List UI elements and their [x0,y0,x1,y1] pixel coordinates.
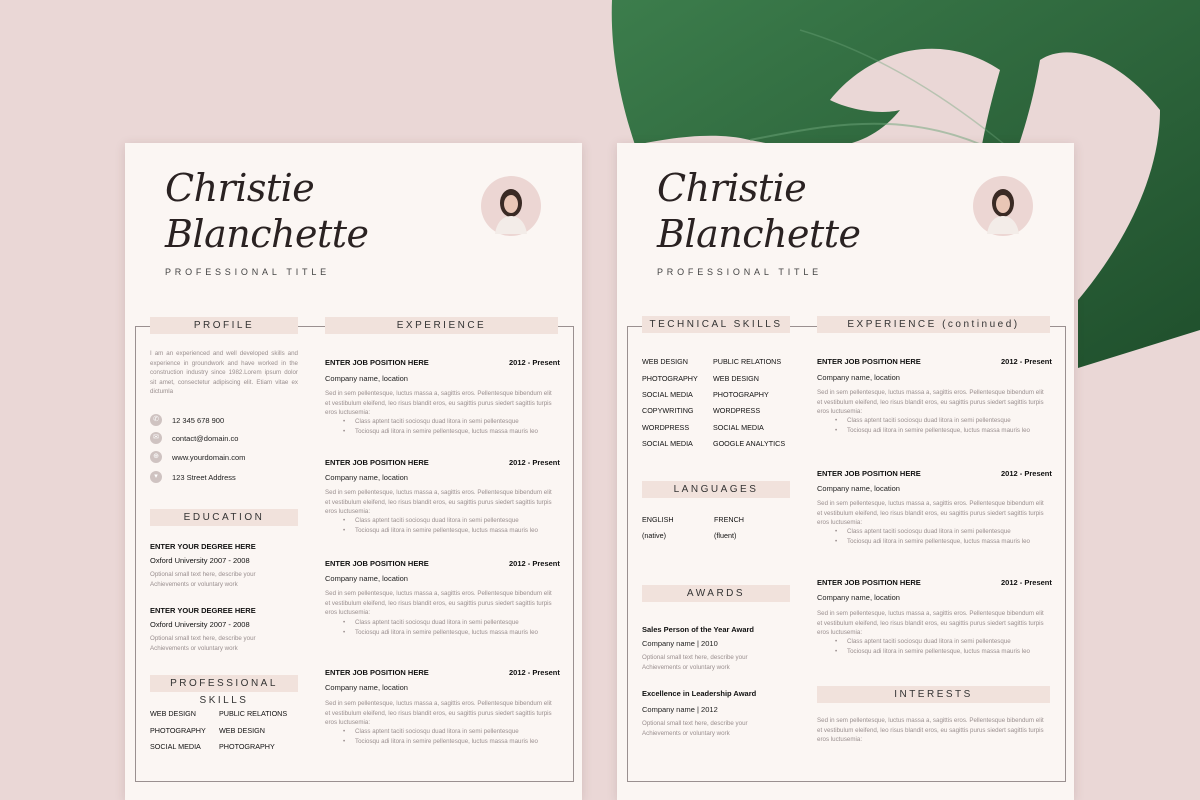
tech-skill: WEB DESIGN [642,357,688,366]
job-company: Company name, location [817,593,900,602]
contact-phone: 12 345 678 900 [172,416,225,425]
profile-text: I am an experienced and well developed skills and experience in groundwork and have worked in the construction industry since 1982.Lorem ipsum dolor sit amet, consectetur adipiscing elit. Etiam vitae ex dictumla [150,350,298,396]
location-icon: ▾ [150,471,162,483]
job-bullet: • Tociosqu adi litora in semire pellentesque, luctus massa mauris leo [343,527,538,534]
technical-skills-heading: TECHNICAL SKILLS [642,316,790,333]
job-position: ENTER JOB POSITION HERE [325,559,429,568]
job-description: Sed in sem pellentesque, luctus massa a, sagittis eros. Pellentesque bibendum elit et vestibulum eleifend, leo risus blandit eros, eu sagittis purus siedert sagittis turpis eros luctusemia: [817,610,1044,637]
resume-name [657,165,860,257]
skill-item: WEB DESIGN [150,709,196,718]
tech-skill: WEB DESIGN [713,374,759,383]
job-bullet: • Tociosqu adi litora in semire pellentesque, luctus massa mauris leo [835,538,1030,545]
contact-email: contact@domain.co [172,434,239,443]
job-position: ENTER JOB POSITION HERE [817,357,921,366]
job-description: Sed in sem pellentesque, luctus massa a, sagittis eros. Pellentesque bibendum elit et vestibulum eleifend, leo risus blandit eros, eu sagittis purus siedert sagittis turpis eros luctusemia: [817,500,1044,527]
interests-heading: INTERESTS [817,686,1050,703]
job-bullet: • Tociosqu adi litora in semire pellentesque, luctus massa mauris leo [835,648,1030,655]
resume-page-1 [125,143,582,800]
resume-name [165,165,368,257]
language-level: (fluent) [714,531,737,540]
tech-skill: SOCIAL MEDIA [642,390,693,399]
job-bullet: • Tociosqu adi litora in semire pellentesque, luctus massa mauris leo [835,427,1030,434]
education-degree: ENTER YOUR DEGREE HERE [150,542,256,551]
tech-skill: PHOTOGRAPHY [642,374,698,383]
email-icon: ✉ [150,432,162,444]
job-company: Company name, location [817,373,900,382]
job-description: Sed in sem pellentesque, luctus massa a, sagittis eros. Pellentesque bibendum elit et vestibulum eleifend, leo risus blandit eros, eu sagittis purus siedert sagittis turpis eros luctusemia: [325,700,552,727]
tech-skill: SOCIAL MEDIA [642,439,693,448]
education-school: Oxford University 2007 - 2008 [150,556,250,565]
job-date: 2012 - Present [509,668,560,677]
job-bullet: • Tociosqu adi litora in semire pellentesque, luctus massa mauris leo [343,428,538,435]
job-bullet: • Class aptent taciti sociosqu duad litora in semi pellentesque [835,638,1011,645]
job-company: Company name, location [817,484,900,493]
tech-skill: PUBLIC RELATIONS [713,357,782,366]
profile-photo [481,176,541,236]
interests-text: Sed in sem pellentesque, luctus massa a, sagittis eros. Pellentesque bibendum elit et vestibulum eleifend, leo risus blandit eros, eu sagittis purus siedert sagittis turpis eros luctusemia: [817,717,1044,744]
experience-heading: EXPERIENCE [325,317,558,334]
job-date: 2012 - Present [509,559,560,568]
awards-heading: AWARDS [642,585,790,602]
job-bullet: • Class aptent taciti sociosqu duad litora in semi pellentesque [343,517,519,524]
job-date: 2012 - Present [509,358,560,367]
education-degree: ENTER YOUR DEGREE HERE [150,606,256,615]
language-name: ENGLISH [642,515,674,524]
job-company: Company name, location [325,683,408,692]
tech-skill: PHOTOGRAPHY [713,390,769,399]
job-bullet: • Class aptent taciti sociosqu duad litora in semi pellentesque [343,619,519,626]
professional-title: PROFESSIONAL TITLE [657,267,822,277]
job-date: 2012 - Present [1001,469,1052,478]
job-position: ENTER JOB POSITION HERE [817,578,921,587]
job-description: Sed in sem pellentesque, luctus massa a, sagittis eros. Pellentesque bibendum elit et vestibulum eleifend, leo risus blandit eros, eu sagittis purus siedert sagittis turpis eros luctusemia: [325,489,552,516]
tech-skill: SOCIAL MEDIA [713,423,764,432]
award-title: Excellence in Leadership Award [642,689,757,698]
resume-page-2 [617,143,1074,800]
professional-title: PROFESSIONAL TITLE [165,267,330,277]
first-name: Christie [657,166,807,210]
job-position: ENTER JOB POSITION HERE [325,358,429,367]
job-bullet: • Tociosqu adi litora in semire pellentesque, luctus massa mauris leo [343,629,538,636]
job-description: Sed in sem pellentesque, luctus massa a, sagittis eros. Pellentesque bibendum elit et vestibulum eleifend, leo risus blandit eros, eu sagittis purus siedert sagittis turpis eros luctusemia: [325,590,552,617]
education-note: Optional small text here, describe your Achievements or voluntary work [150,571,256,588]
languages-heading: LANGUAGES [642,481,790,498]
job-bullet: • Class aptent taciti sociosqu duad litora in semi pellentesque [343,728,519,735]
education-note: Optional small text here, describe your Achievements or voluntary work [150,635,256,652]
web-icon: ⊕ [150,451,162,463]
language-level: (native) [642,531,666,540]
award-company: Company name | 2010 [642,639,718,648]
award-title: Sales Person of the Year Award [642,625,754,634]
job-bullet: • Class aptent taciti sociosqu duad litora in semi pellentesque [835,528,1011,535]
job-description: Sed in sem pellentesque, luctus massa a, sagittis eros. Pellentesque bibendum elit et vestibulum eleifend, leo risus blandit eros, eu sagittis purus siedert sagittis turpis eros luctusemia: [325,390,552,417]
education-school: Oxford University 2007 - 2008 [150,620,250,629]
skill-item: PHOTOGRAPHY [150,726,206,735]
profile-photo [973,176,1033,236]
tech-skill: WORDPRESS [713,406,761,415]
job-bullet: • Class aptent taciti sociosqu duad litora in semi pellentesque [343,418,519,425]
award-note: Optional small text here, describe your Achievements or voluntary work [642,654,748,671]
skill-item: SOCIAL MEDIA [150,742,201,751]
award-company: Company name | 2012 [642,705,718,714]
contact-address: 123 Street Address [172,473,236,482]
job-company: Company name, location [325,473,408,482]
job-description: Sed in sem pellentesque, luctus massa a, sagittis eros. Pellentesque bibendum elit et vestibulum eleifend, leo risus blandit eros, eu sagittis purus siedert sagittis turpis eros luctusemia: [817,389,1044,416]
job-bullet: • Tociosqu adi litora in semire pellentesque, luctus massa mauris leo [343,738,538,745]
tech-skill: COPYWRITING [642,406,694,415]
job-bullet: • Class aptent taciti sociosqu duad litora in semi pellentesque [835,417,1011,424]
skill-item: PHOTOGRAPHY [219,742,275,751]
job-date: 2012 - Present [1001,357,1052,366]
skill-item: PUBLIC RELATIONS [219,709,288,718]
job-position: ENTER JOB POSITION HERE [817,469,921,478]
education-heading: EDUCATION [150,509,298,526]
skill-item: WEB DESIGN [219,726,265,735]
job-position: ENTER JOB POSITION HERE [325,668,429,677]
job-position: ENTER JOB POSITION HERE [325,458,429,467]
experience-continued-heading: EXPERIENCE (continued) [817,316,1050,333]
tech-skill: WORDPRESS [642,423,690,432]
job-company: Company name, location [325,574,408,583]
contact-website: www.yourdomain.com [172,453,246,462]
tech-skill: GOOGLE ANALYTICS [713,439,786,448]
language-name: FRENCH [714,515,744,524]
award-note: Optional small text here, describe your Achievements or voluntary work [642,720,748,737]
job-company: Company name, location [325,374,408,383]
professional-skills-heading: PROFESSIONAL SKILLS [150,675,298,692]
last-name: Blanchette [657,212,861,256]
job-date: 2012 - Present [1001,578,1052,587]
last-name: Blanchette [165,212,369,256]
first-name: Christie [165,166,315,210]
phone-icon: ✆ [150,414,162,426]
job-date: 2012 - Present [509,458,560,467]
profile-heading: PROFILE [150,317,298,334]
